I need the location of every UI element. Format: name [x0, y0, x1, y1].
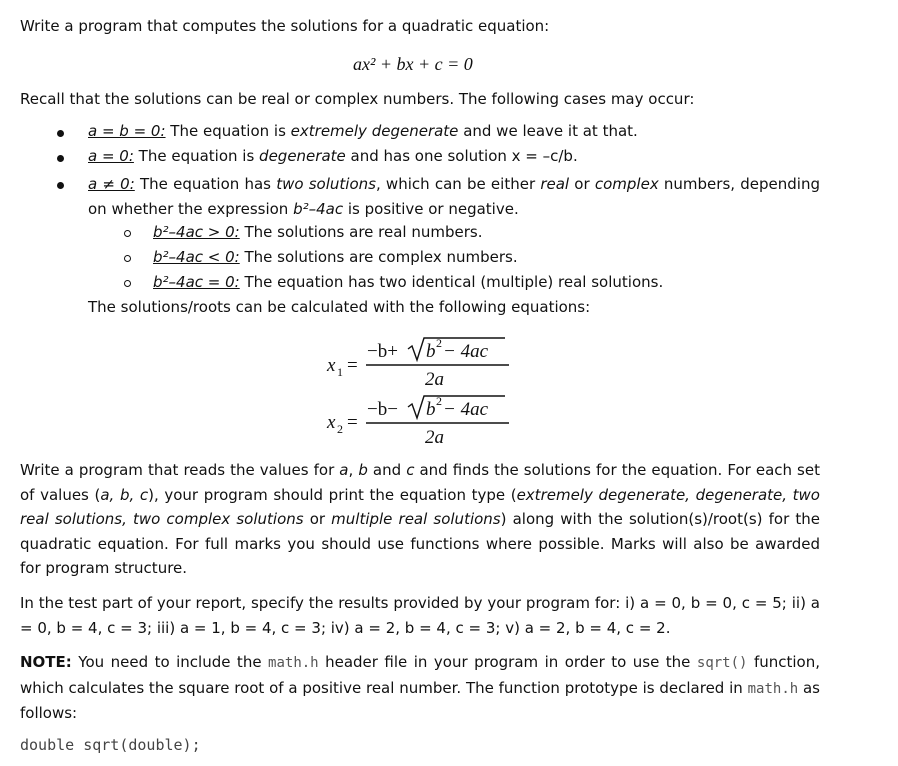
case-condition: a = b = 0: — [88, 122, 166, 140]
radicand-b: b — [426, 341, 436, 362]
task-text: Write a program that reads the values for — [20, 461, 340, 479]
bullet-icon — [57, 155, 64, 162]
x2-subscript: 2 — [337, 422, 343, 436]
task-variable: a, b, c — [100, 485, 149, 504]
code-inline: sqrt() — [696, 655, 748, 671]
subcase-text: The equation has two identical (multiple) real solutions. — [239, 273, 664, 291]
case-text: is positive or negative. — [343, 199, 519, 218]
recall-text: Recall that the solutions can be real or complex numbers. The following cases may occur: — [20, 90, 695, 108]
test-paragraph: In the test part of your report, specify the results provided by your program for: i) a = 0, b = 0, c = 5; ii) a = 0, b = 4, c = 3; iii) a = 1, b = 4, c = 3; iv) a = 2, b = 4, c = 3; v) a = 2, b = 4, c = 2. — [20, 594, 820, 637]
case-text: The equation has — [134, 175, 277, 193]
code-inline: math.h — [268, 655, 319, 671]
subcase-text: The solutions are complex numbers. — [239, 248, 518, 266]
note-text: function, which calculates the square root of a positive real number. The function prototype is declared in — [20, 653, 820, 697]
roots-intro: The solutions/roots can be calculated with the following equations: — [88, 298, 591, 316]
case-extremely-degenerate — [88, 124, 638, 139]
x1-label: x — [327, 355, 336, 376]
case-emphasis: real — [540, 175, 570, 193]
radicand-rest: − 4ac — [443, 341, 489, 362]
code-inline: math.h — [747, 680, 799, 697]
case-text: numbers, — [658, 175, 736, 193]
case-text: , which can be either — [375, 175, 541, 193]
circle-bullet-icon — [124, 280, 131, 287]
x2-denominator: 2a — [425, 427, 444, 448]
function-prototype: double sqrt(double); — [20, 736, 201, 754]
subcase-negative — [153, 250, 518, 265]
case-text: and has one solution x = –c/b. — [345, 147, 578, 165]
note-text: You need to include the — [71, 653, 269, 671]
note-text: header file in your program in order to use the — [318, 653, 697, 671]
case-emphasis: degenerate — [259, 147, 346, 165]
equation-types: extremely degenerate, degenerate, two real solutions, two complex solutions — [20, 485, 820, 528]
radicand-b: b — [426, 399, 436, 420]
radicand-rest: − 4ac — [443, 399, 489, 420]
case-text: depending on whether the expression — [88, 175, 820, 218]
x2-label: x — [327, 412, 336, 433]
case-emphasis: complex — [594, 175, 659, 193]
equation-types: multiple real solutions — [331, 510, 501, 528]
circle-bullet-icon — [124, 230, 131, 237]
subcase-condition: b²–4ac < 0: — [153, 248, 240, 266]
case-two-solutions — [88, 172, 820, 221]
x1-denominator: 2a — [425, 369, 444, 390]
x2-equals: = — [347, 412, 358, 433]
bullet-icon — [57, 130, 64, 137]
note-text: as follows: — [20, 678, 820, 722]
case-text: and we leave it at that. — [458, 122, 638, 140]
task-text: or — [303, 510, 332, 528]
case-condition: a = 0: — [88, 147, 134, 165]
subcase-text: The solutions are real numbers. — [239, 223, 483, 241]
subcase-zero — [153, 275, 663, 290]
case-text: The equation is — [133, 147, 260, 165]
case-text: or — [569, 175, 595, 193]
task-text: ) along with the solution(s)/root(s) for the quadratic equation. For full marks you should use functions where possible. Marks will also be awarded for program structure. — [20, 510, 820, 577]
task-statement: Write a program that computes the solutions for a quadratic equation: — [20, 17, 550, 35]
task-text: and — [367, 461, 407, 479]
quadratic-equation: ax² + bx + c = 0 — [353, 54, 473, 74]
task-text: ), your program should print the equation type ( — [148, 485, 517, 504]
task-variable: c — [406, 461, 415, 479]
case-emphasis: two solutions — [276, 175, 376, 193]
x1-numerator-prefix: −b+ — [367, 341, 398, 362]
case-condition: a ≠ 0: — [88, 175, 135, 193]
bullet-icon — [57, 182, 64, 189]
task-paragraph — [20, 458, 820, 581]
subcase-condition: b²–4ac > 0: — [153, 223, 240, 241]
radicand-exponent: 2 — [436, 394, 442, 408]
note-paragraph — [20, 650, 820, 726]
case-degenerate — [88, 149, 578, 164]
task-text: and finds the solutions for the equation. For each set of values ( — [20, 461, 820, 504]
task-text: , — [348, 461, 359, 479]
x1-equals: = — [347, 355, 358, 376]
circle-bullet-icon — [124, 255, 131, 262]
x2-numerator-prefix: −b− — [367, 399, 398, 420]
root-formulas — [300, 330, 540, 455]
task-variable: b — [358, 461, 368, 479]
subcase-condition: b²–4ac = 0: — [153, 273, 240, 291]
task-variable: a — [339, 461, 349, 479]
discriminant-expression: b²–4ac — [293, 199, 344, 218]
subcase-positive — [153, 225, 482, 240]
case-text: The equation is — [165, 122, 291, 140]
case-emphasis: extremely degenerate — [290, 122, 459, 140]
radicand-exponent: 2 — [436, 336, 442, 350]
x1-subscript: 1 — [337, 365, 343, 379]
note-label: NOTE: — [20, 653, 72, 671]
